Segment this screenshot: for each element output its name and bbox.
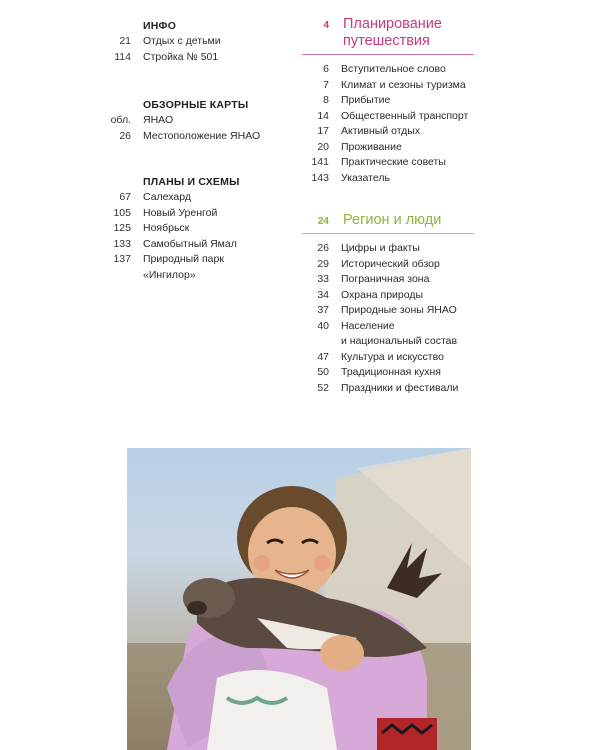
toc-entry-continuation: «Ингилор» bbox=[143, 268, 196, 281]
toc-left-column bbox=[104, 18, 304, 283]
toc-entry[interactable]: 20 Проживание bbox=[317, 140, 402, 153]
photo-illustration bbox=[127, 448, 471, 750]
photo-girl-with-reindeer-calf bbox=[127, 448, 471, 750]
toc-entry[interactable]: 29 Исторический обзор bbox=[317, 257, 440, 270]
toc-entry[interactable]: 47 Культура и искусство bbox=[317, 350, 444, 363]
toc-entry[interactable]: 7 Климат и сезоны туризма bbox=[323, 78, 466, 91]
chapter-heading-planning[interactable]: 4 Планирование путешествия bbox=[323, 16, 442, 49]
section-heading-info: ИНФО bbox=[143, 20, 177, 32]
toc-entry[interactable]: 67 Салехард bbox=[119, 191, 191, 203]
toc-entry[interactable]: 26 Местоположение ЯНАО bbox=[119, 129, 261, 142]
toc-entry[interactable]: 143 Указатель bbox=[311, 171, 390, 184]
section-heading-plans: ПЛАНЫ И СХЕМЫ bbox=[143, 176, 240, 188]
toc-entry[interactable]: 26 Цифры и факты bbox=[317, 242, 420, 254]
toc-entry[interactable]: 34 Охрана природы bbox=[317, 288, 424, 301]
toc-entry[interactable]: 52 Праздники и фестивали bbox=[317, 381, 459, 394]
toc-right-column bbox=[302, 16, 477, 396]
toc-entry[interactable]: 21 Отдых с детьми bbox=[119, 35, 221, 47]
toc-entry[interactable]: 8 Прибытие bbox=[323, 94, 391, 106]
toc-entry[interactable]: 40 Население bbox=[317, 319, 395, 332]
toc-entry[interactable]: 141 Практические советы bbox=[311, 156, 446, 168]
toc-entry[interactable]: обл. ЯНАО bbox=[110, 114, 174, 126]
toc-entry[interactable]: 33 Пограничная зона bbox=[317, 273, 430, 285]
toc-entry[interactable]: 105 Новый Уренгой bbox=[113, 206, 218, 219]
toc-entry-continuation: и национальный состав bbox=[341, 335, 458, 347]
toc-entry[interactable]: 6 Вступительное слово bbox=[323, 63, 446, 75]
chapter-divider bbox=[302, 54, 474, 55]
chapter-divider bbox=[302, 233, 474, 234]
chapter-heading-region[interactable]: 24 Регион и люди bbox=[317, 212, 442, 228]
toc-entry[interactable]: 114 Стройка № 501 bbox=[114, 50, 219, 63]
toc-entry[interactable]: 137 Природный парк bbox=[113, 253, 224, 265]
toc-entry[interactable]: 14 Общественный транспорт bbox=[317, 109, 469, 122]
toc-entry[interactable]: 133 Самобытный Ямал bbox=[113, 237, 237, 250]
toc-entry[interactable]: 125 Ноябрьск bbox=[113, 222, 190, 234]
toc-entry[interactable]: 37 Природные зоны ЯНАО bbox=[317, 304, 457, 316]
toc-entry[interactable]: 17 Активный отдых bbox=[317, 125, 421, 137]
section-heading-overview-maps: ОБЗОРНЫЕ КАРТЫ bbox=[143, 99, 249, 111]
toc-entry[interactable]: 50 Традиционная кухня bbox=[317, 366, 441, 378]
